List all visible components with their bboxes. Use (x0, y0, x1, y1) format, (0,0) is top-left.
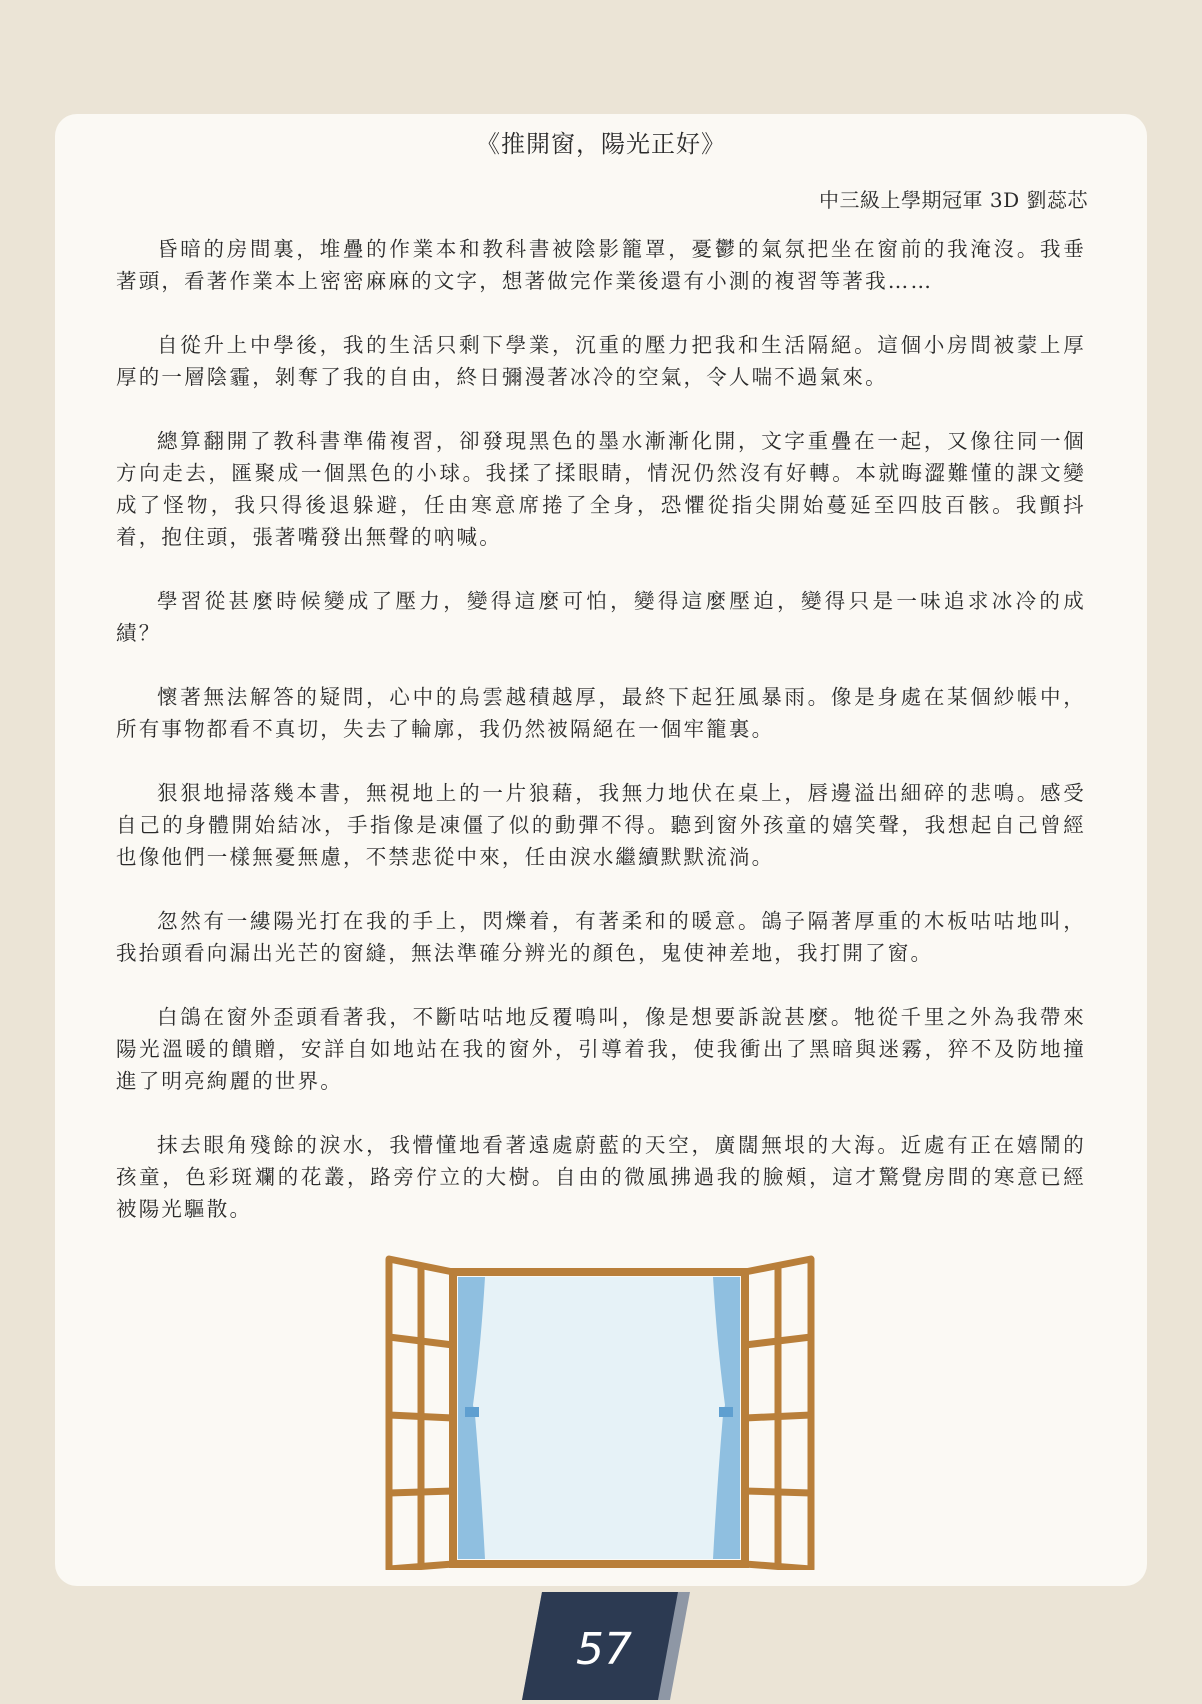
paragraph: 狠狠地掃落幾本書，無視地上的一片狼藉，我無力地伏在桌上，唇邊溢出細碎的悲鳴。感受自己的身體開始結冰，手指像是凍僵了似的動彈不得。聽到窗外孩童的嬉笑聲，我想起自己曾經也像他們一樣無憂無慮，不禁悲從中來，任由淚水繼續默默流淌。 (116, 781, 1086, 869)
curtain-tie-left (465, 1407, 479, 1417)
paragraph: 忽然有一縷陽光打在我的手上，閃爍着，有著柔和的暖意。鴿子隔著厚重的木板咕咕地叫，我抬頭看向漏出光芒的窗縫，無法準確分辨光的顏色，鬼使神差地，我打開了窗。 (116, 909, 1086, 965)
window-sky (458, 1277, 740, 1559)
paragraph: 白鴿在窗外歪頭看著我，不斷咕咕地反覆鳴叫，像是想要訴說甚麼。牠從千里之外為我帶來陽光溫暖的饋贈，安詳自如地站在我的窗外，引導着我，使我衝出了黑暗與迷霧，猝不及防地撞進了明亮絢麗的世界。 (116, 1005, 1086, 1093)
article-author: 中三級上學期冠軍 3D 劉蕊芯 (819, 188, 1088, 212)
left-shutter (389, 1259, 453, 1569)
page-number: 57 (576, 1624, 632, 1675)
article-title: 《推開窗，陽光正好》 (476, 130, 726, 158)
paragraph: 懷著無法解答的疑問，心中的烏雲越積越厚，最終下起狂風暴雨。像是身處在某個紗帳中，所有事物都看不真切，失去了輪廓，我仍然被隔絕在一個牢籠裏。 (116, 685, 1086, 741)
page-number-tab (520, 1592, 690, 1700)
open-window-icon (385, 1255, 815, 1570)
open-window-illustration (385, 1255, 815, 1570)
paragraph: 昏暗的房間裏，堆疊的作業本和教科書被陰影籠罩，憂鬱的氣氛把坐在窗前的我淹沒。我垂著頭，看著作業本上密密麻麻的文字，想著做完作業後還有小測的複習等著我…… (116, 237, 1086, 293)
paragraph: 自從升上中學後，我的生活只剩下學業，沉重的壓力把我和生活隔絕。這個小房間被蒙上厚厚的一層陰霾，剝奪了我的自由，終日彌漫著冰冷的空氣，令人喘不過氣來。 (116, 333, 1086, 389)
paragraph: 抹去眼角殘餘的淚水，我懵懂地看著遠處蔚藍的天空，廣闊無垠的大海。近處有正在嬉鬧的孩童，色彩斑斕的花叢，路旁佇立的大樹。自由的微風拂過我的臉頰，這才驚覺房間的寒意已經被陽光驅散。 (116, 1133, 1086, 1221)
article-body (116, 233, 1086, 1257)
paragraph: 總算翻開了教科書準備複習，卻發現黑色的墨水漸漸化開，文字重疊在一起，又像往同一個方向走去，匯聚成一個黑色的小球。我揉了揉眼睛，情況仍然沒有好轉。本就晦澀難懂的課文變成了怪物，我只得後退躲避，任由寒意席捲了全身，恐懼從指尖開始蔓延至四肢百骸。我顫抖着，抱住頭，張著嘴發出無聲的吶喊。 (116, 429, 1086, 549)
curtain-tie-right (719, 1407, 733, 1417)
paragraph: 學習從甚麼時候變成了壓力，變得這麼可怕，變得這麼壓迫，變得只是一味追求冰冷的成績？ (116, 589, 1086, 645)
right-shutter (745, 1259, 811, 1569)
